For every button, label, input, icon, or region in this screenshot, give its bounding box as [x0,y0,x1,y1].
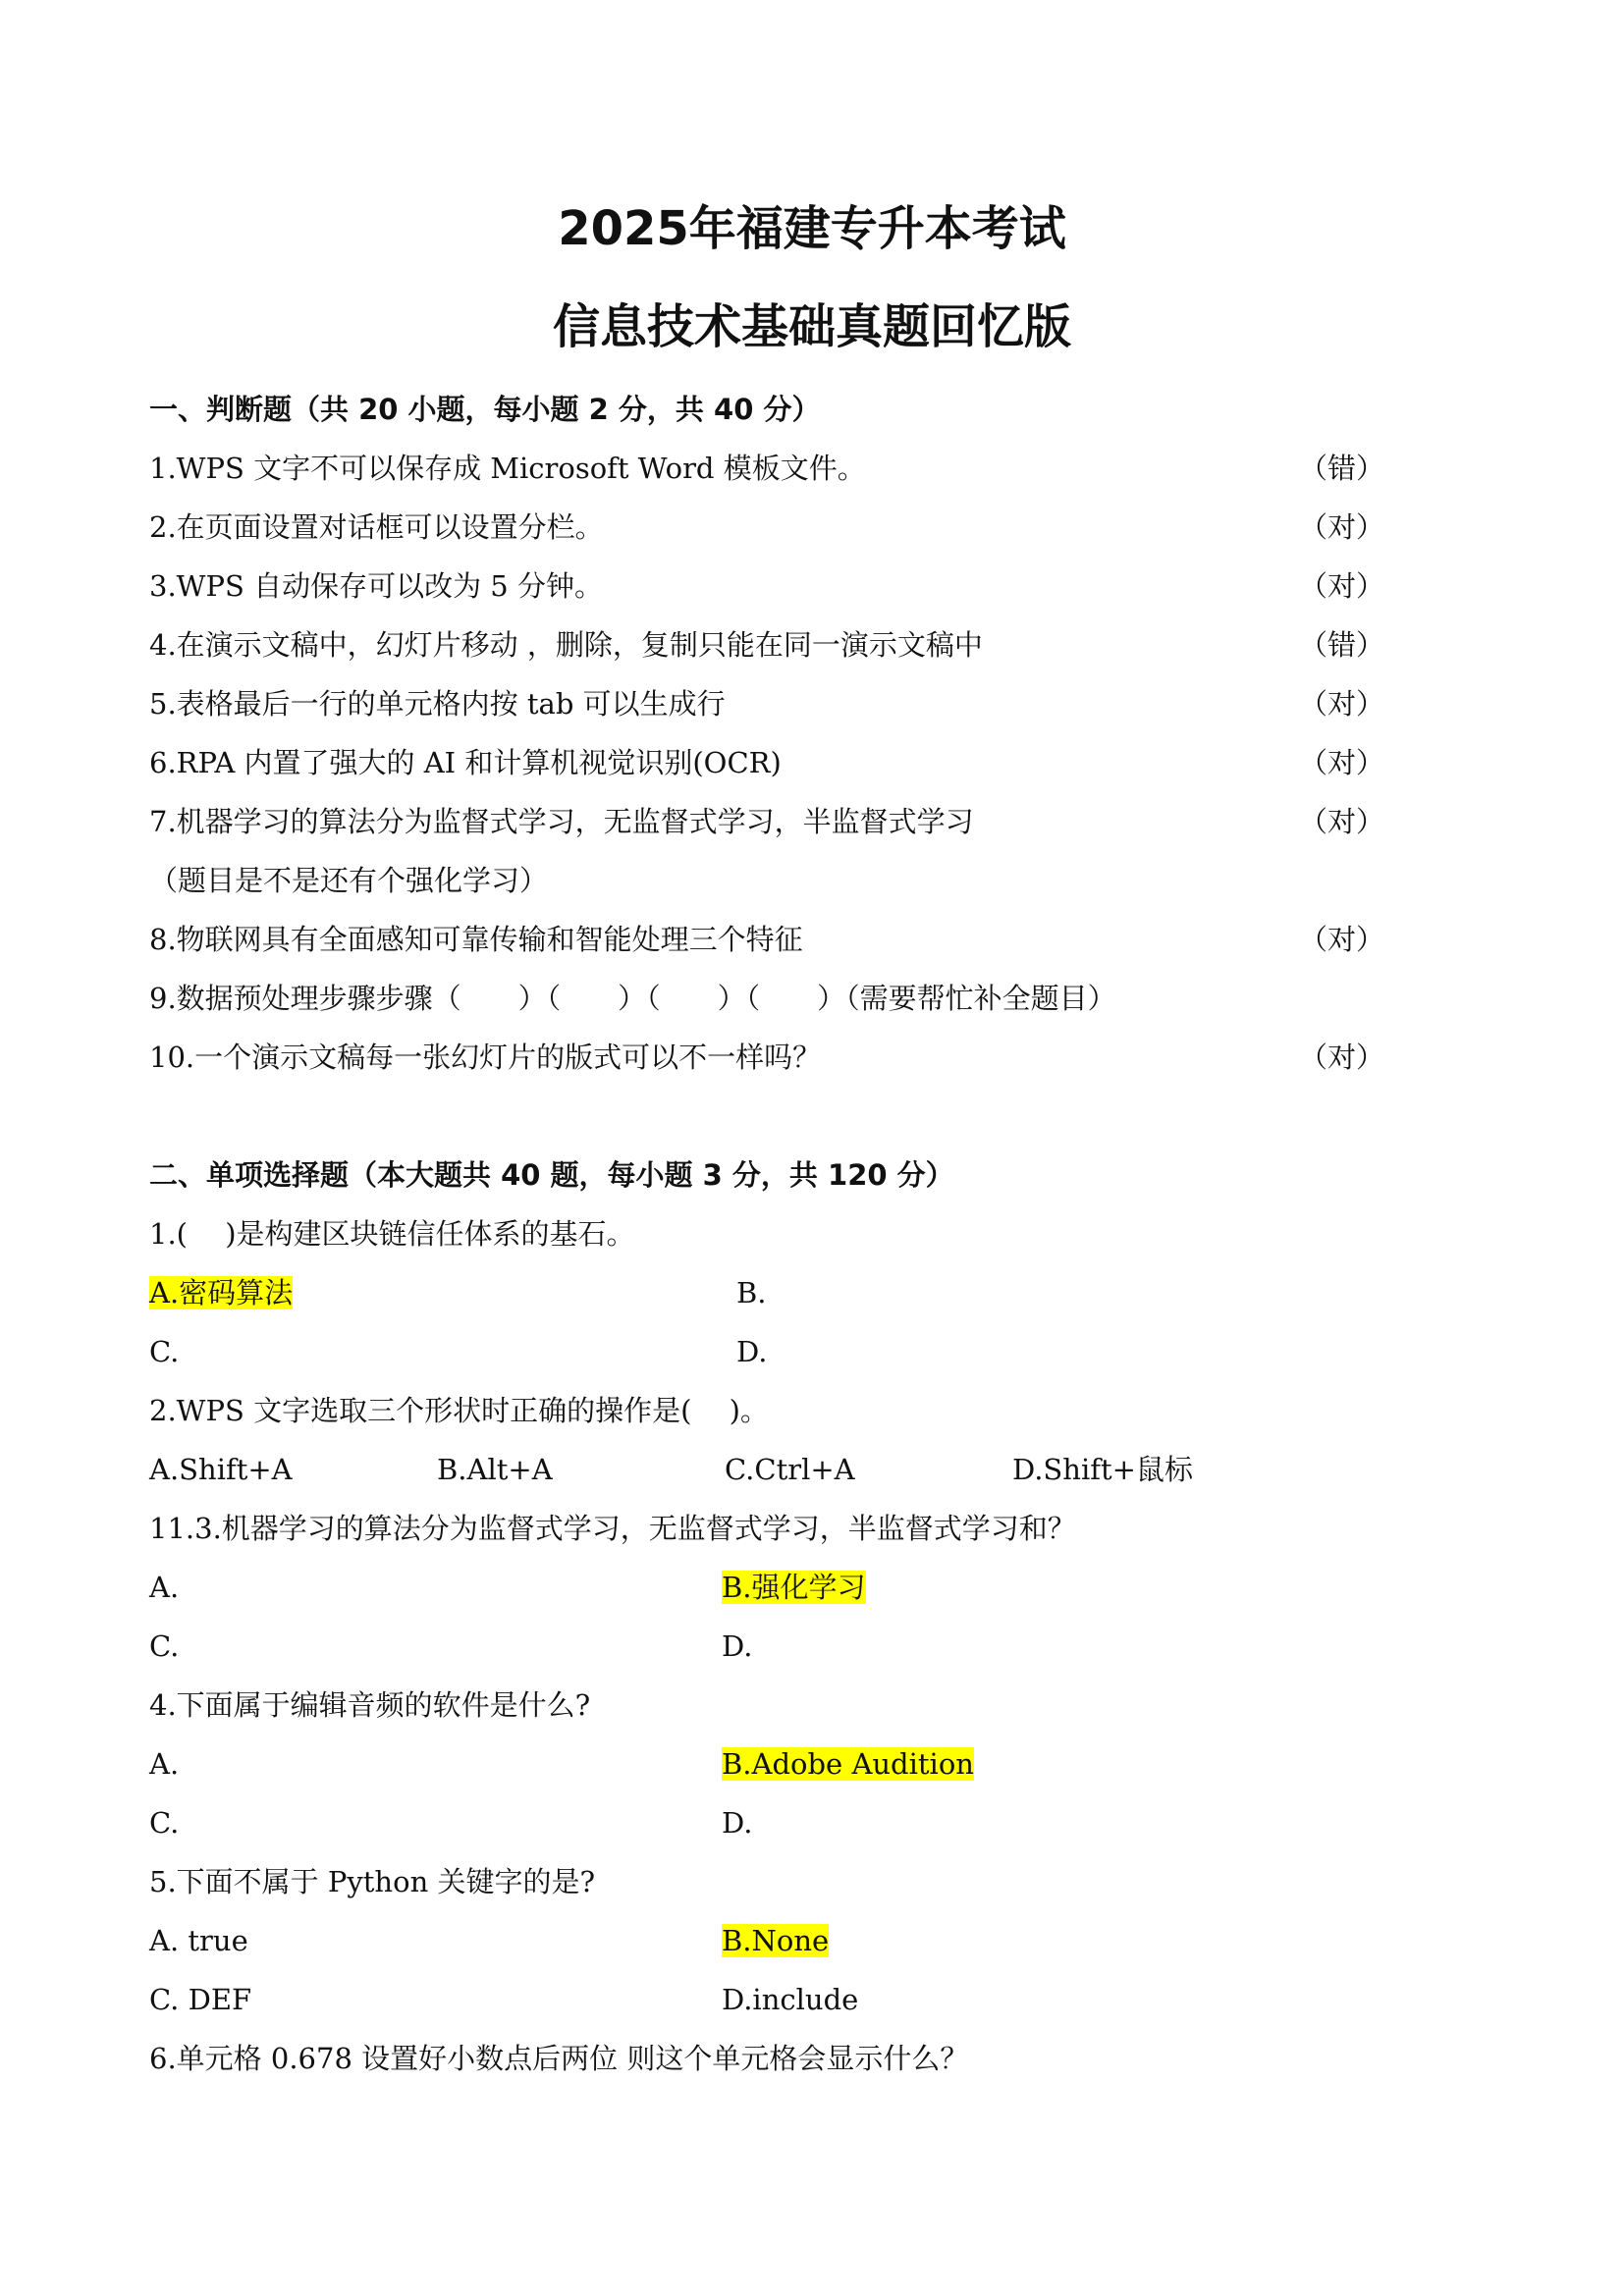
mc-question-4: 4.下面属于编辑音频的软件是什么? [149,1688,591,1722]
tf-question-1: 1.WPS 文字不可以保存成 Microsoft Word 模板文件。 [149,452,866,485]
mc-question-6: 6.单元格 0.678 设置好小数点后两位 则这个单元格会显示什么？ [149,2042,969,2075]
mc-q5-option-c: C. DEF [149,1983,252,2016]
tf-answer-1: （错） [1298,452,1384,485]
mc-q5-option-a: A. true [149,1924,248,1957]
tf-question-2: 2.在页面设置对话框可以设置分栏。 [149,510,604,544]
mc-q3-option-a: A. [149,1571,180,1604]
tf-answer-5: （对） [1298,687,1384,721]
highlighted-answer: B.强化学习 [722,1571,866,1604]
tf-answer-7: （对） [1298,805,1384,838]
tf-question-9: 9.数据预处理步骤步骤（ ）（ ）（ ）（ ）（需要帮忙补全题目） [149,982,1116,1015]
tf-answer-4: （错） [1298,628,1384,662]
highlighted-answer: B.None [722,1924,830,1957]
tf-answer-6: （对） [1298,746,1384,779]
mc-q3-option-d: D. [722,1629,753,1663]
tf-question-4: 4.在演示文稿中，幻灯片移动 ，删除，复制只能在同一演示文稿中 [149,628,983,662]
tf-question-8: 8.物联网具有全面感知可靠传输和智能处理三个特征 [149,923,803,956]
section-heading-true-false: 一、判断题（共 20 小题，每小题 2 分，共 40 分） [149,393,821,426]
tf-answer-8: （对） [1298,923,1384,956]
tf-question-5: 5.表格最后一行的单元格内按 tab 可以生成行 [149,687,726,721]
tf-question-7-note: （题目是不是还有个强化学习） [149,864,549,897]
mc-q4-option-d: D. [722,1806,753,1840]
mc-q2-option-c: C.Ctrl+A [725,1453,855,1486]
tf-question-3: 3.WPS 自动保存可以改为 5 分钟。 [149,569,603,603]
mc-q5-option-d: D.include [722,1983,859,2016]
mc-q1-option-b: B. [736,1276,767,1309]
document-title-line2: 信息技术基础真题回忆版 [552,299,1071,354]
mc-q4-option-c: C. [149,1806,180,1840]
mc-q5-option-b [722,1921,829,1960]
mc-q2-option-d: D.Shift+鼠标 [1012,1453,1193,1486]
tf-answer-3: （对） [1298,569,1384,603]
highlighted-answer: B.Adobe Audition [722,1747,974,1781]
mc-q3-option-c: C. [149,1629,180,1663]
tf-question-10: 10.一个演示文稿每一张幻灯片的版式可以不一样吗？ [149,1041,822,1074]
tf-question-7: 7.机器学习的算法分为监督式学习，无监督式学习，半监督式学习 [149,805,974,838]
mc-q1-option-d: D. [736,1335,768,1368]
section-heading-single-choice: 二、单项选择题（本大题共 40 题，每小题 3 分，共 120 分） [149,1158,954,1192]
mc-question-1: 1.( )是构建区块链信任体系的基石。 [149,1217,635,1251]
mc-q4-option-a: A. [149,1747,180,1781]
mc-question-2: 2.WPS 文字选取三个形状时正确的操作是( )。 [149,1394,769,1427]
tf-question-6: 6.RPA 内置了强大的 AI 和计算机视觉识别(OCR) [149,746,782,779]
mc-q3-option-b [722,1568,866,1607]
mc-question-5: 5.下面不属于 Python 关键字的是? [149,1865,596,1898]
mc-q1-option-a [149,1273,293,1312]
mc-question-3: 11.3.机器学习的算法分为监督式学习，无监督式学习，半监督式学习和？ [149,1512,1076,1545]
mc-q1-option-c: C. [149,1335,180,1368]
tf-answer-2: （对） [1298,510,1384,544]
highlighted-answer: A.密码算法 [149,1276,294,1309]
mc-q4-option-b [722,1744,974,1784]
document-title-line1: 2025年福建专升本考试 [558,201,1066,256]
mc-q2-option-a: A.Shift+A [149,1453,293,1486]
tf-answer-10: （对） [1298,1041,1384,1074]
mc-q2-option-b: B.Alt+A [437,1453,553,1486]
